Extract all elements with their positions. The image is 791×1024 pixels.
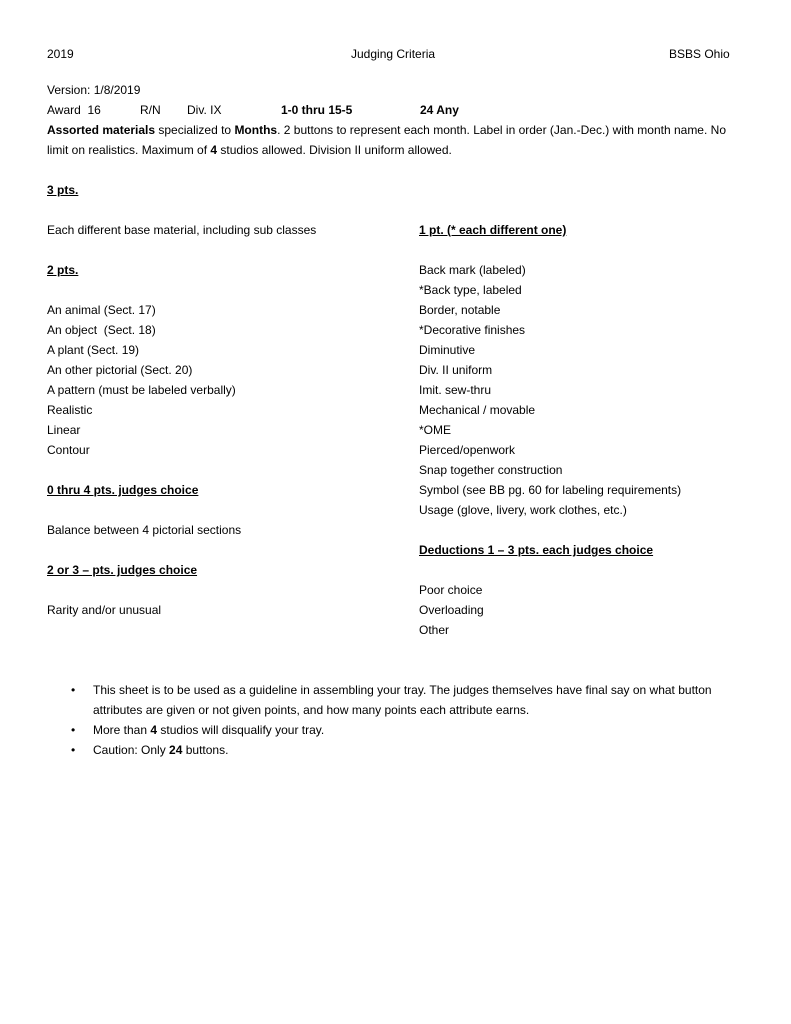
list-item: Back mark (labeled) bbox=[419, 263, 526, 277]
list-item: Div. II uniform bbox=[419, 363, 493, 377]
count-label: 24 Any bbox=[420, 103, 459, 117]
note-text: This sheet is to be used as a guideline in assembling your tray. The judges themselves have final say on what button attributes are given or not given points, and how many points each attribute earns. bbox=[93, 683, 712, 717]
list-item: A pattern (must be labeled verbally) bbox=[47, 383, 236, 397]
list-item: Snap together construction bbox=[419, 463, 563, 477]
heading-3pts: 3 pts. bbox=[47, 183, 79, 197]
list-item: *OME bbox=[419, 423, 452, 437]
note-text: studios will disqualify your tray. bbox=[157, 723, 325, 737]
award-label: Award 16 bbox=[47, 103, 101, 117]
list-deductions bbox=[419, 580, 484, 640]
heading-0-4pts: 0 thru 4 pts. judges choice bbox=[47, 483, 199, 497]
item-base-material: Each different base material, including sub classes bbox=[47, 223, 317, 237]
note-studios bbox=[47, 720, 747, 740]
list-item: Other bbox=[419, 623, 450, 637]
list-item: *Decorative finishes bbox=[419, 323, 526, 337]
list-item: An animal (Sect. 17) bbox=[47, 303, 156, 317]
list-item: Mechanical / movable bbox=[419, 403, 536, 417]
list-item: Contour bbox=[47, 443, 90, 457]
list-item: Usage (glove, livery, work clothes, etc.) bbox=[419, 503, 627, 517]
note-caution bbox=[47, 740, 747, 760]
rn-label: R/N bbox=[140, 103, 161, 117]
header-year: 2019 bbox=[47, 47, 74, 61]
intro-bold-months: Months bbox=[234, 123, 278, 137]
item-rarity: Rarity and/or unusual bbox=[47, 603, 162, 617]
list-item: Symbol (see BB pg. 60 for labeling requirements) bbox=[419, 483, 682, 497]
intro-bold-four: 4 bbox=[210, 143, 218, 157]
note-bold: 4 bbox=[150, 723, 158, 737]
list-item: Border, notable bbox=[419, 303, 501, 317]
list-item: An object (Sect. 18) bbox=[47, 323, 156, 337]
list-1pt bbox=[419, 260, 681, 520]
list-item: Poor choice bbox=[419, 583, 483, 597]
intro-paragraph bbox=[47, 120, 747, 160]
list-item: Overloading bbox=[419, 603, 484, 617]
note-text: Caution: Only bbox=[93, 743, 170, 757]
list-item: A plant (Sect. 19) bbox=[47, 343, 140, 357]
list-item: Pierced/openwork bbox=[419, 443, 516, 457]
notes-list bbox=[47, 680, 747, 760]
list-item: Diminutive bbox=[419, 343, 476, 357]
list-2pts bbox=[47, 300, 236, 460]
list-item: *Back type, labeled bbox=[419, 283, 522, 297]
note-bold: 24 bbox=[169, 743, 183, 757]
header-title: Judging Criteria bbox=[351, 47, 436, 61]
note-text: More than bbox=[93, 723, 151, 737]
intro-text-3: studios allowed. Division II uniform allowed. bbox=[217, 143, 452, 157]
intro-bold-materials: Assorted materials bbox=[47, 123, 156, 137]
version-line: Version: 1/8/2019 bbox=[47, 83, 141, 97]
intro-text-2: . 2 buttons to represent each month. Label in order (Jan.-Dec.) with month name. No limit on realistics. Maximum of bbox=[47, 123, 726, 157]
bullet-icon: • bbox=[71, 683, 76, 697]
division-label: Div. IX bbox=[187, 103, 222, 117]
heading-1pt: 1 pt. (* each different one) bbox=[419, 223, 567, 237]
bullet-icon: • bbox=[71, 723, 76, 737]
header-org: BSBS Ohio bbox=[669, 47, 730, 61]
list-item: Imit. sew-thru bbox=[419, 383, 492, 397]
range-label: 1-0 thru 15-5 bbox=[281, 103, 353, 117]
list-item: Linear bbox=[47, 423, 81, 437]
note-text: buttons. bbox=[182, 743, 229, 757]
bullet-icon: • bbox=[71, 743, 76, 757]
note-guideline bbox=[47, 680, 747, 720]
heading-2pts: 2 pts. bbox=[47, 263, 79, 277]
list-item: An other pictorial (Sect. 20) bbox=[47, 363, 193, 377]
list-item: Realistic bbox=[47, 403, 93, 417]
heading-deductions: Deductions 1 – 3 pts. each judges choice bbox=[419, 543, 654, 557]
intro-text-1: specialized to bbox=[155, 123, 235, 137]
heading-2-3pts: 2 or 3 – pts. judges choice bbox=[47, 563, 198, 577]
item-balance: Balance between 4 pictorial sections bbox=[47, 523, 242, 537]
